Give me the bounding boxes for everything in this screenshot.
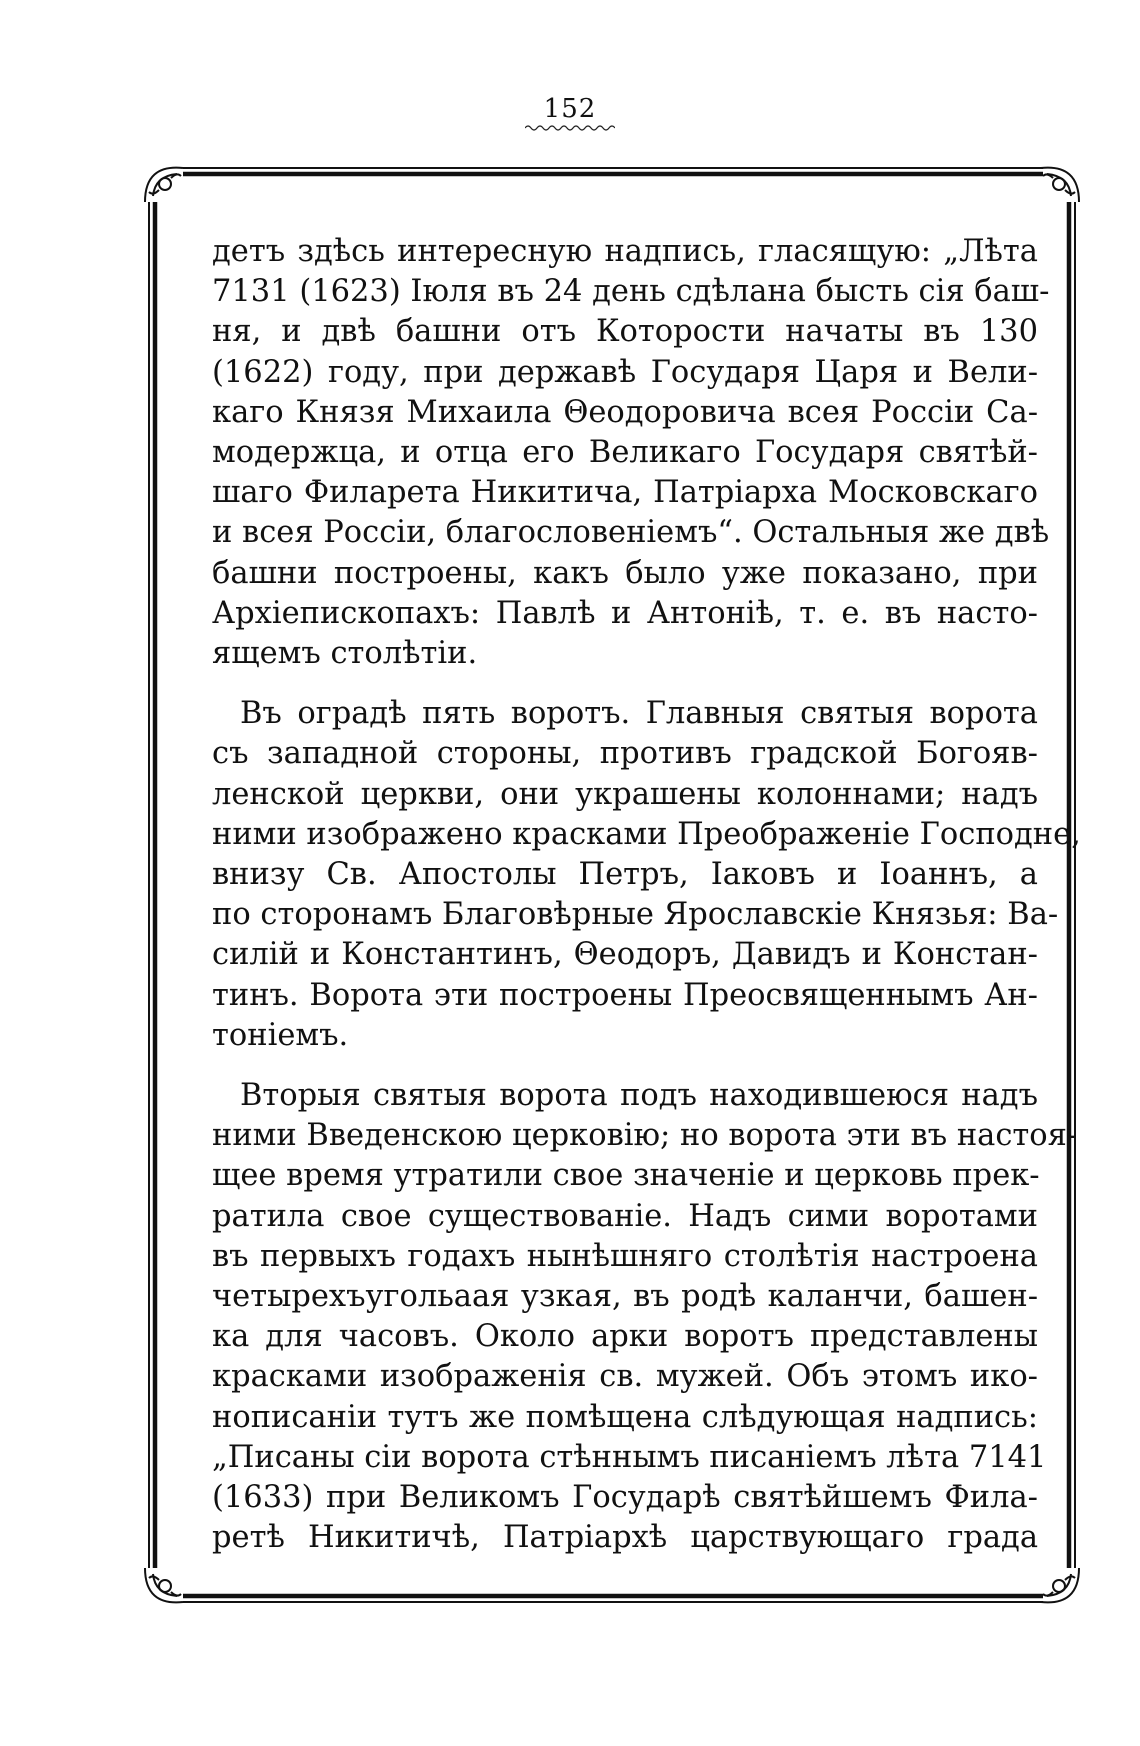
text-line: ними изображено красками Преображеніе Господне, (212, 816, 1081, 852)
text-line: въ первыхъ годахъ нынѣшняго столѣтія настроена (212, 1238, 1038, 1274)
text-line: внизу Св. Апостолы Петръ, Іаковъ и Іоаннъ, а (212, 857, 1038, 893)
text-line: „Писаны сіи ворота стѣннымъ писаніемъ лѣта 7141 (212, 1439, 1047, 1475)
text-line: башни построены, какъ было уже показано, при (212, 555, 1038, 591)
paragraph-1 (212, 232, 1050, 674)
corner-ornament-top-right (1041, 168, 1079, 202)
paragraph-2 (212, 694, 1081, 1056)
text-line: ними Введенскою церковію; но ворота эти въ настоя- (212, 1118, 1078, 1154)
text-line: тоніемъ. (212, 1017, 349, 1053)
text-line: модержца, и отца его Великаго Государя святѣй- (212, 435, 1038, 471)
paragraph-3 (212, 1076, 1078, 1558)
text-line: ратила свое существованіе. Надъ сими воротами (212, 1198, 1038, 1234)
text-line: ретѣ Никитичѣ, Патріархѣ царствующаго града (212, 1520, 1038, 1556)
text-line: Вторыя святыя ворота подъ находившеюся надъ (240, 1078, 1038, 1114)
body-text (212, 232, 1081, 1559)
page-number-underline (525, 124, 615, 132)
text-line: четырехъугольаая узкая, въ родѣ каланчи, башен- (212, 1279, 1038, 1315)
text-line: ленской церкви, они украшены колоннами; надъ (212, 776, 1038, 812)
corner-ornament-bottom-right (1041, 1568, 1079, 1602)
text-line: ка для часовъ. Около арки воротъ представлены (212, 1319, 1038, 1355)
text-line: каго Князя Михаила Θеодоровича всея Россіи Са- (212, 394, 1038, 430)
text-line: тинъ. Ворота эти построены Преосвященнымъ Ан- (212, 977, 1038, 1013)
text-line: силій и Константинъ, Θеодоръ, Давидъ и Констан- (212, 937, 1038, 973)
text-line: красками изображенія св. мужей. Объ этомъ ико- (212, 1359, 1038, 1395)
text-line: по сторонамъ Благовѣрные Ярославскіе Князья: Ва- (212, 897, 1059, 933)
corner-ornament-bottom-left (145, 1568, 183, 1602)
text-line: детъ здѣсь интересную надпись, гласящую: „Лѣта (212, 234, 1038, 269)
text-line: (1633) при Великомъ Государѣ святѣйшемъ Фила- (212, 1480, 1038, 1516)
text-line: Архіепископахъ: Павлѣ и Антонiѣ, т. е. въ насто- (212, 595, 1038, 631)
text-line: ящемъ столѣтіи. (212, 636, 478, 672)
text-line: Въ оградѣ пять воротъ. Главныя святыя ворота (240, 696, 1038, 732)
text-line: шаго Филарета Никитича, Патріарха Московскаго (212, 475, 1038, 511)
text-line: (1622) году, при державѣ Государя Царя и Вели- (212, 354, 1038, 390)
text-line: 7131 (1623) Іюля въ 24 день сдѣлана бысть сія баш- (212, 274, 1050, 310)
text-line: и всея Россіи, благословеніемъ“. Остальныя же двѣ (212, 515, 1050, 551)
text-line: нописаніи тутъ же помѣщена слѣдующая надпись: (212, 1399, 1038, 1435)
page-number: 152 (543, 94, 597, 124)
corner-ornament-top-left (145, 168, 183, 202)
text-line: съ западной стороны, противъ градской Богояв- (212, 736, 1038, 772)
text-line: щее время утратили свое значеніе и церковь прек- (212, 1158, 1040, 1194)
text-line: ня, и двѣ башни отъ Которости начаты въ 130 (212, 314, 1038, 350)
